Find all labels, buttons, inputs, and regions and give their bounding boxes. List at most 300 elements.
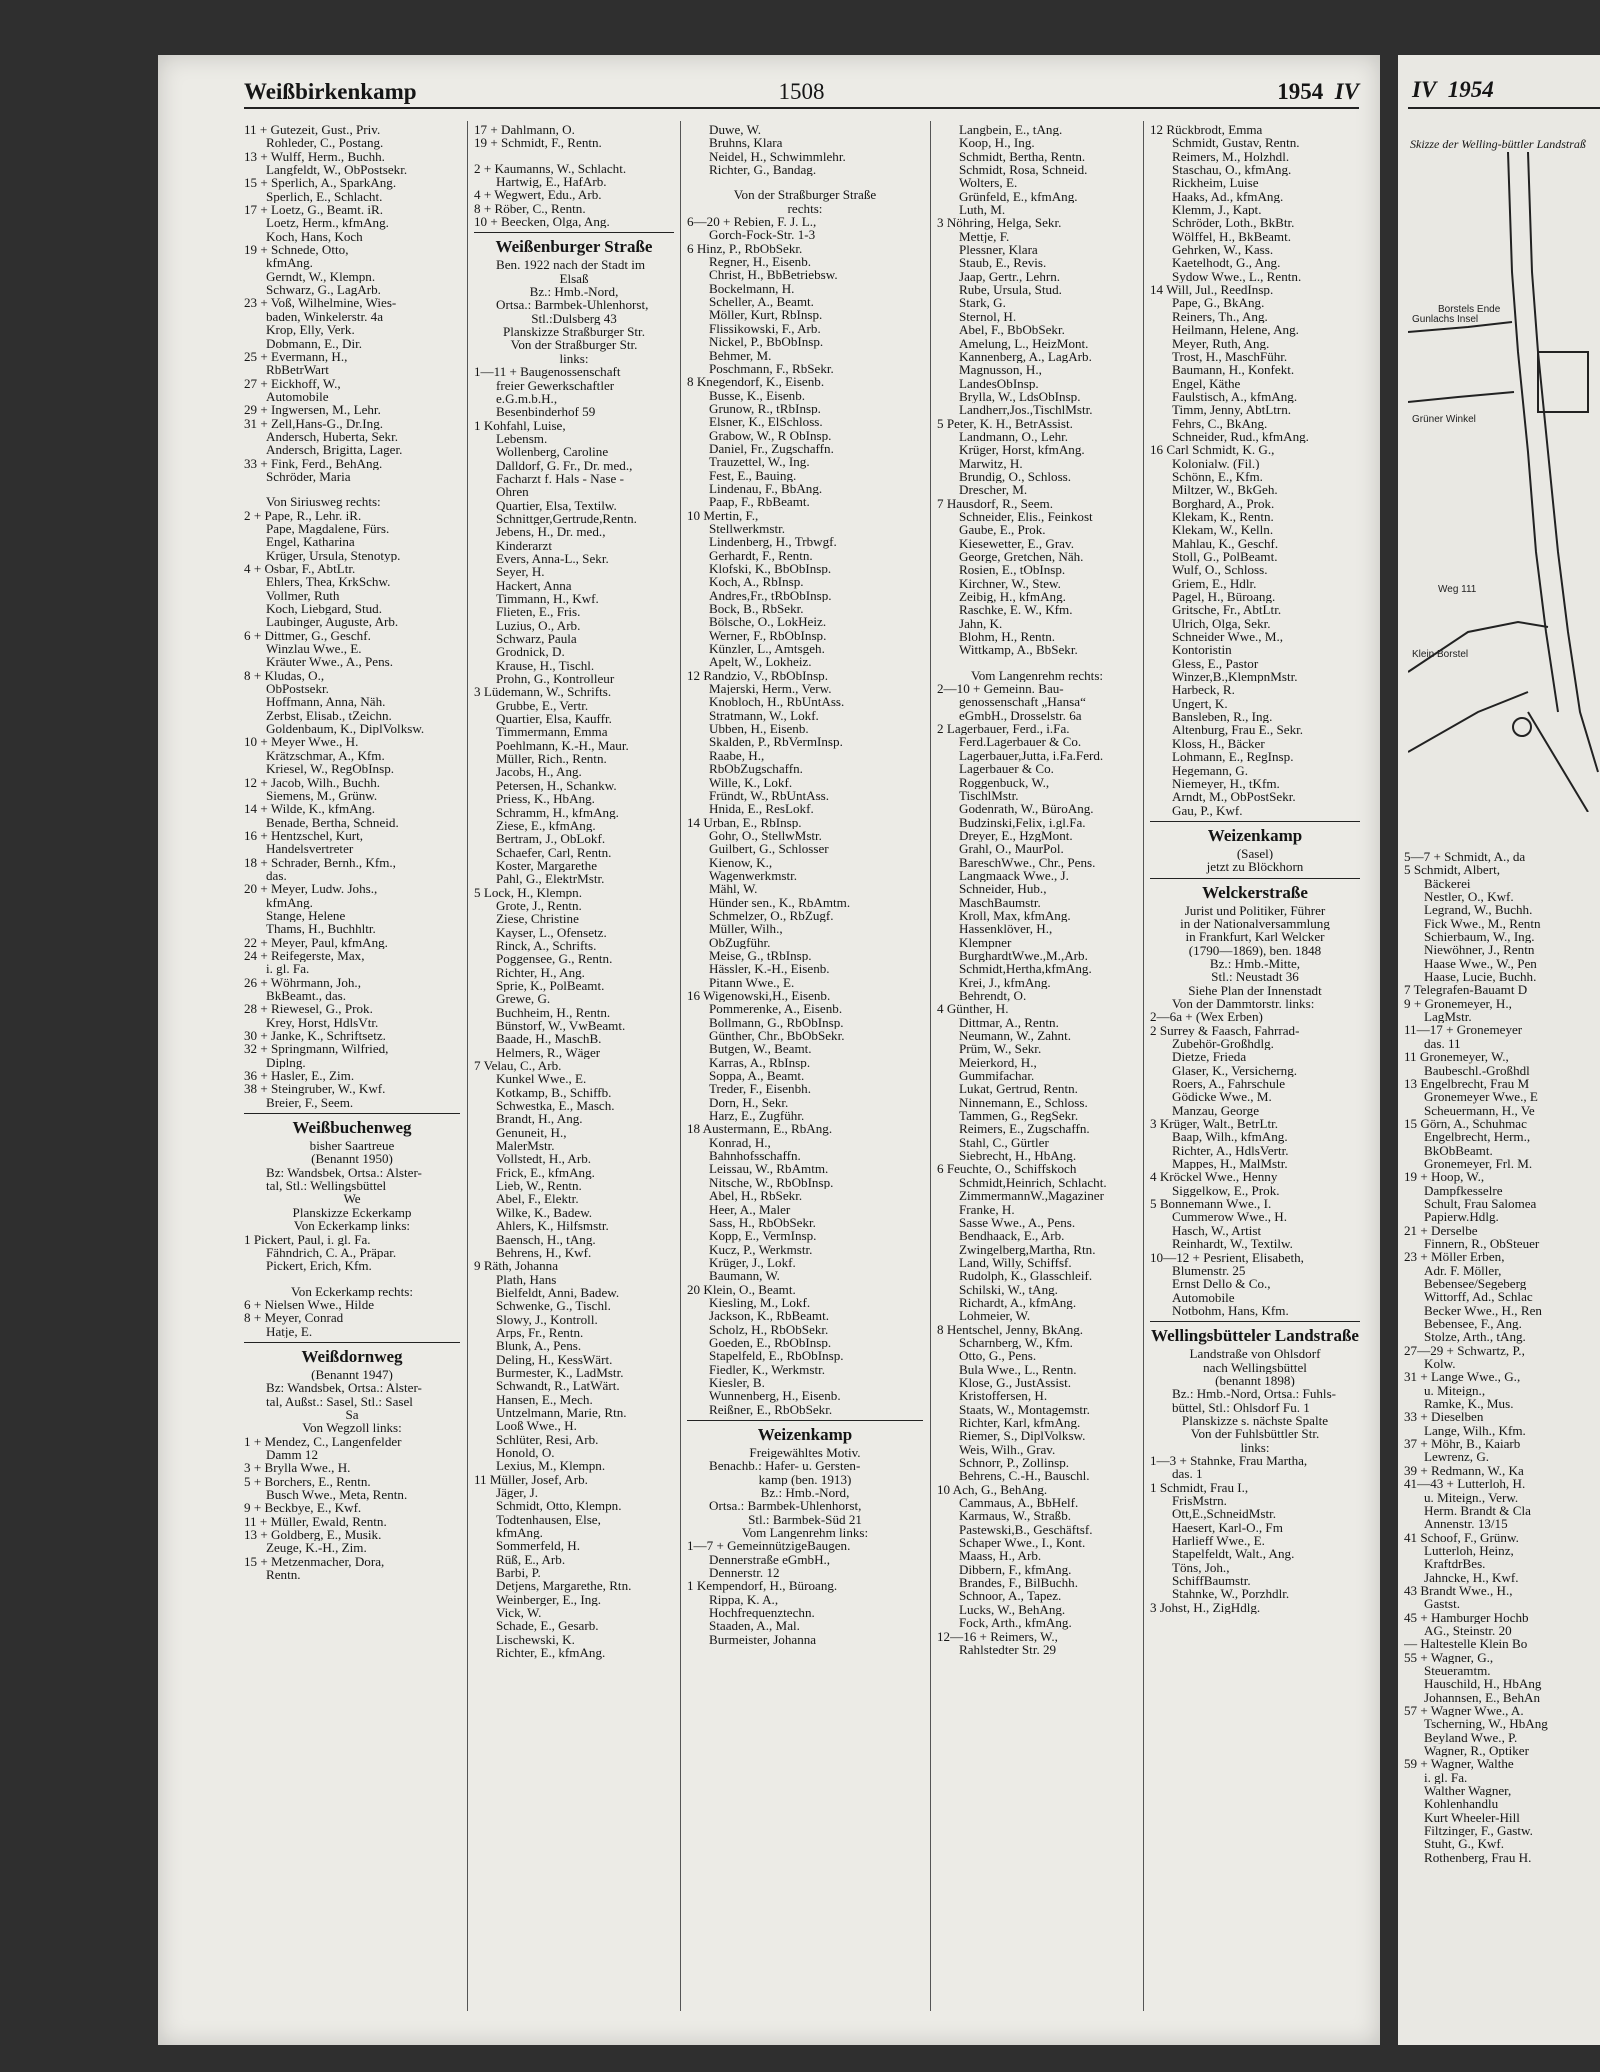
house-entry: 30 + Janke, K., Schriftsetz.	[244, 1029, 386, 1043]
resident-entry: Grubbe, E., Vertr.	[496, 698, 589, 713]
resident-entry: Sternol, H.	[959, 309, 1017, 324]
house-entry: 14 Urban, E., RbInsp.	[687, 815, 802, 829]
resident-entry: Ulrich, Olga, Sekr.	[1172, 616, 1271, 631]
house-entry: 16 + Hentzschel, Kurt,	[244, 828, 364, 843]
resident-entry: Rohleder, C., Postang.	[266, 136, 384, 150]
resident-entry: Manzau, George	[1172, 1103, 1260, 1118]
resident-entry: Hoffmann, Anna, Näh.	[266, 695, 386, 709]
directory-entry: 57 + Wagner Wwe., A.	[1404, 1704, 1524, 1718]
page-header	[244, 77, 1359, 109]
resident-entry: Baumann, H., Konfekt.	[1172, 363, 1295, 377]
resident-entry: tal, Stl.: Wellingsbüttel	[266, 1179, 387, 1193]
resident-entry: kfmAng.	[266, 895, 313, 909]
resident-entry: Kroll, Max, kfmAng.	[959, 908, 1071, 923]
resident-entry: Schwestka, E., Masch.	[496, 1099, 615, 1113]
directory-entry: BkObBeamt.	[1424, 1143, 1493, 1157]
resident-entry: Plessner, Klara	[959, 243, 1038, 257]
street-heading: Weizenkamp	[687, 1420, 923, 1446]
house-entry: 4 + Osbar, F., AbtLtr.	[244, 562, 356, 576]
resident-entry: Harlieff Wwe., E.	[1172, 1534, 1265, 1548]
resident-entry: Ninnemann, E., Schloss.	[959, 1095, 1088, 1110]
resident-entry: Breier, F., Seem.	[266, 1095, 354, 1110]
resident-entry: Butgen, W., Beamt.	[709, 1042, 812, 1056]
resident-entry: Treder, F., Eisenbh.	[709, 1082, 811, 1096]
resident-entry: Landherr,Jos.,TischlMstr.	[959, 403, 1093, 417]
directory-entry: 5 Schmidt, Albert,	[1404, 863, 1501, 877]
house-entry: 11 Müller, Josef, Arb.	[474, 1472, 588, 1487]
resident-entry: Mahlau, K., Geschf.	[1172, 536, 1279, 550]
house-entry: 8 Hentschel, Jenny, BkAng.	[937, 1322, 1084, 1336]
resident-entry: Gorch-Fock-Str. 1-3	[709, 228, 816, 242]
directory-entry: 41 Schoof, F., Grünw.	[1404, 1530, 1519, 1544]
resident-entry: freier Gewerkschaftler	[496, 378, 615, 392]
street-note: Planskizze Straßburger Str.	[503, 325, 645, 339]
street-note: (1790—1869), ben. 1848	[1188, 943, 1322, 957]
resident-entry: Abel, F., BbObSekr.	[959, 323, 1065, 337]
resident-entry: Rosien, E., tObInsp.	[959, 563, 1066, 577]
street-note: Von der Straßburger Str.	[510, 338, 638, 352]
resident-entry: baden, Winkelerstr. 4a	[266, 309, 384, 324]
column-rule	[467, 121, 468, 2011]
resident-entry: Ungert, K.	[1172, 696, 1228, 711]
resident-entry: Kinderarzt	[496, 538, 552, 552]
spacer	[687, 176, 923, 188]
resident-entry: Staub, E., Revis.	[959, 256, 1047, 270]
header-rule	[1408, 107, 1600, 109]
resident-entry: Siebrecht, H., HbAng.	[959, 1149, 1077, 1163]
resident-entry: Ortsa.: Barmbek-Uhlenhorst,	[496, 298, 649, 312]
resident-entry: Jacobs, H., Ang.	[496, 765, 582, 779]
directory-entry: u. Miteign.,	[1424, 1383, 1486, 1398]
resident-entry: Kopp, E., VermInsp.	[709, 1229, 817, 1243]
street-note: links:	[559, 351, 589, 366]
resident-entry: Prohn, G., Kontrolleur	[496, 672, 615, 686]
resident-entry: Ahlers, K., Hilfsmstr.	[496, 1219, 609, 1233]
resident-entry: MalerMstr.	[496, 1139, 555, 1153]
resident-entry: Dreyer, E., HzgMont.	[959, 828, 1073, 843]
resident-entry: Langbein, E., tAng.	[959, 123, 1063, 137]
resident-entry: Langfeldt, W., ObPostsekr.	[266, 163, 408, 177]
resident-entry: Schade, E., Gesarb.	[496, 1619, 599, 1633]
resident-entry: Dibbern, F., kfmAng.	[959, 1562, 1072, 1577]
resident-entry: Wilke, K., Badew.	[496, 1205, 593, 1220]
resident-entry: Schwarz, G., LagArb.	[266, 283, 381, 297]
resident-entry: Zwingelberg,Martha, Rtn.	[959, 1242, 1096, 1256]
resident-entry: Abel, F., Elektr.	[496, 1192, 579, 1206]
resident-entry: Von der Dammtorstr. links:	[1172, 996, 1315, 1011]
resident-entry: Dennerstr. 12	[709, 1566, 780, 1580]
resident-entry: Kunkel Wwe., E.	[496, 1072, 587, 1086]
resident-entry: Rudolph, K., Glasschleif.	[959, 1269, 1093, 1283]
map-label: Klein Borstel	[1412, 649, 1469, 660]
resident-entry: kfmAng.	[496, 1526, 543, 1540]
resident-entry: Bollmann, G., RbObInsp.	[709, 1015, 844, 1030]
resident-entry: Baumann, W.	[709, 1269, 780, 1283]
resident-entry: Quartier, Elsa, Textilw.	[496, 498, 617, 512]
resident-entry: Bz: Wandsbek, Ortsa.: Alster-	[266, 1381, 422, 1395]
resident-entry: Niemeyer, H., tKfm.	[1172, 776, 1280, 791]
resident-entry: Jebens, H., Dr. med.,	[496, 525, 606, 539]
directory-entry: Lange, Wilh., Kfm.	[1424, 1423, 1526, 1438]
directory-entry: 55 + Wagner, G.,	[1404, 1650, 1494, 1664]
resident-entry: Kirchner, W., Stew.	[959, 576, 1061, 591]
resident-entry: Heer, A., Maler	[709, 1202, 791, 1216]
resident-entry: Priess, K., HbAng.	[496, 792, 595, 806]
resident-entry: Brylla, W., LdsObInsp.	[959, 389, 1081, 404]
resident-entry: Jäger, J.	[496, 1486, 539, 1500]
house-entry: 2—10 + Gemeinn. Bau-	[937, 682, 1064, 696]
resident-entry: Goeden, E., RbObInsp.	[709, 1335, 832, 1350]
spacer	[244, 1273, 460, 1285]
resident-entry: Bz: Wandsbek, Ortsa.: Alster-	[266, 1165, 422, 1180]
resident-entry: Guilbert, G., Schlosser	[709, 842, 829, 856]
directory-column-2	[474, 123, 674, 1660]
resident-entry: Honold, O.	[496, 1446, 555, 1460]
resident-entry: Stark, G.	[959, 296, 1006, 310]
resident-entry: Frick, E., kfmAng.	[496, 1165, 595, 1180]
resident-entry: Mappes, H., MalMstr.	[1172, 1157, 1288, 1171]
house-entry: 10 Mertin, F.,	[687, 508, 759, 522]
resident-entry: Riemer, S., DiplVolksw.	[959, 1429, 1086, 1443]
street-note: in der Nationalversammlung	[1180, 916, 1330, 931]
resident-entry: Knobloch, H., RbUntAss.	[709, 695, 845, 709]
resident-entry: Mähl, W.	[709, 882, 758, 896]
resident-entry: Trauzettel, W., Ing.	[709, 455, 810, 469]
resident-entry: RbObZugschaffn.	[709, 762, 803, 776]
resident-entry: Werner, F., RbObInsp.	[709, 628, 827, 643]
house-entry: 10—12 + Pesrient, Elisabeth,	[1150, 1250, 1304, 1264]
resident-entry: Plath, Hans	[496, 1272, 557, 1286]
resident-entry: Baensch, H., tAng.	[496, 1232, 596, 1246]
resident-entry: Günther, Chr., BbObSekr.	[709, 1029, 845, 1043]
resident-entry: Künzler, L., Amtsgeh.	[709, 642, 825, 656]
resident-entry: Faulstisch, A., kfmAng.	[1172, 389, 1298, 404]
directory-entry: Stolze, Arth., tAng.	[1424, 1330, 1526, 1344]
house-entry: 26 + Wöhrmann, Joh.,	[244, 975, 361, 989]
house-entry: 5 Peter, K. H., BetrAssist.	[937, 416, 1073, 430]
street-note: (Sasel)	[1236, 846, 1274, 861]
street-note: We	[343, 1192, 361, 1206]
directory-entry: 33 + Dieselben	[1404, 1410, 1484, 1424]
resident-entry: Looß Wwe., H.	[496, 1419, 577, 1433]
resident-entry: Scharnberg, W., Kfm.	[959, 1335, 1073, 1350]
resident-entry: Untzelmann, Marie, Rtn.	[496, 1405, 627, 1420]
resident-entry: das.	[266, 868, 287, 883]
resident-entry: Seyer, H.	[496, 565, 545, 579]
directory-entry: Niewöhner, J., Rentn	[1424, 943, 1535, 957]
house-entry: 6 Hinz, P., RbObSekr.	[687, 241, 803, 256]
directory-entry: Johannsen, E., BehAn	[1424, 1690, 1541, 1704]
resident-entry: Wölffel, H., BkBeamt.	[1172, 229, 1292, 244]
resident-entry: Schmidt, Rosa, Schneid.	[959, 163, 1088, 177]
resident-entry: Krätzschmar, A., Kfm.	[266, 748, 385, 763]
resident-entry: Amelung, L., HeizMont.	[959, 336, 1089, 350]
resident-entry: Meierkord, H.,	[959, 1055, 1037, 1070]
resident-entry: Ernst Dello & Co.,	[1172, 1277, 1271, 1291]
resident-entry: Ubben, H., Eisenb.	[709, 722, 809, 736]
directory-entry: Tscherning, W., HbAng	[1424, 1717, 1548, 1731]
resident-entry: Bahnhofsschaffn.	[709, 1149, 801, 1163]
resident-entry: Grewe, G.	[496, 992, 551, 1006]
resident-entry: Elsner, K., ElSchloss.	[709, 415, 823, 429]
resident-entry: Ferd.Lagerbauer & Co.	[959, 735, 1082, 749]
resident-entry: Automobile	[266, 389, 329, 404]
resident-entry: Christ, H., BbBetriebsw.	[709, 268, 838, 282]
house-entry: 6 + Dittmer, G., Geschf.	[244, 628, 371, 643]
resident-entry: Langmaack Wwe., J.	[959, 868, 1069, 883]
resident-entry: Kräuter Wwe., A., Pens.	[266, 655, 394, 669]
resident-entry: Hassenklöver, H.,	[959, 922, 1053, 936]
resident-entry: Jaap, Gertr., Lehrn.	[959, 269, 1061, 284]
house-entry: 2 + Pape, R., Lehr. iR.	[244, 508, 362, 522]
resident-entry: Wagenwerkmstr.	[709, 868, 798, 883]
street-heading: Welckerstraße	[1150, 878, 1360, 904]
resident-entry: Sasse Wwe., A., Pens.	[959, 1215, 1076, 1230]
house-entry: 10 Ach, G., BehAng.	[937, 1482, 1048, 1497]
resident-entry: Jahn, K.	[959, 616, 1003, 631]
house-entry: 33 + Fink, Ferd., BehAng.	[244, 456, 383, 470]
resident-entry: Zeuge, K.-H., Zim.	[266, 1541, 367, 1555]
resident-entry: Gritsche, Fr., AbtLtr.	[1172, 603, 1282, 617]
directory-entry: Bebensee/Segeberg	[1424, 1277, 1527, 1291]
resident-entry: Schmidt,Heinrich, Schlacht.	[959, 1175, 1107, 1190]
resident-entry: Fiedler, K., Werkmstr.	[709, 1362, 826, 1376]
house-entry: 16 Carl Schmidt, K. G.,	[1150, 443, 1275, 457]
resident-entry: Mettje, F.	[959, 229, 1010, 244]
resident-entry: Baap, Wilh., kfmAng.	[1172, 1130, 1288, 1144]
resident-entry: Bockelmann, H.	[709, 281, 795, 296]
map-label: Grüner Winkel	[1412, 414, 1476, 425]
resident-entry: Schmidt, Gustav, Rentn.	[1172, 136, 1300, 150]
resident-entry: Schwarz, Paula	[496, 632, 577, 646]
resident-entry: Regner, H., Eisenb.	[709, 255, 812, 269]
resident-entry: genossenschaft „Hansa“	[959, 695, 1086, 709]
resident-entry: Bz.: Hmb.-Nord, Ortsa.: Fuhls-	[1172, 1387, 1337, 1401]
directory-entry: Fick Wwe., M., Rentn	[1424, 916, 1541, 931]
directory-entry: Engelbrecht, Herm.,	[1424, 1130, 1531, 1144]
resident-entry: Gummifachar.	[959, 1069, 1035, 1083]
house-entry: 1—7 + GemeinnützigeBaugen.	[687, 1539, 851, 1553]
resident-entry: Reinhardt, W., Textilw.	[1172, 1237, 1293, 1251]
resident-entry: Schnorr, P., Zollinsp.	[959, 1456, 1070, 1470]
resident-entry: BkBeamt., das.	[266, 989, 347, 1003]
resident-entry: Grote, J., Rentn.	[496, 898, 582, 913]
resident-entry: Sommerfeld, H.	[496, 1539, 581, 1553]
directory-entry: das. 11	[1424, 1036, 1461, 1051]
spacer	[244, 483, 460, 495]
house-entry: 8 Knegendorf, K., Eisenb.	[687, 375, 825, 389]
house-entry: 8 + Röber, C., Rentn.	[474, 201, 586, 216]
resident-entry: Stellwerkmstr.	[709, 521, 786, 536]
resident-entry: Nitsche, W., RbObInsp.	[709, 1175, 834, 1190]
resident-entry: Koch, A., RbInsp.	[709, 575, 804, 589]
resident-entry: Poggensee, G., Rentn.	[496, 952, 613, 966]
resident-entry: Sydow Wwe., L., Rentn.	[1172, 269, 1302, 284]
resident-entry: Automobile	[1172, 1290, 1235, 1304]
resident-entry: Staats, W., Montagemstr.	[959, 1402, 1090, 1416]
resident-entry: Apelt, W., Lokheiz.	[709, 655, 812, 669]
street-note: Von Eckerkamp links:	[293, 1219, 411, 1233]
resident-entry: Krüger, Horst, kfmAng.	[959, 443, 1085, 457]
directory-entry: Walther Wagner,	[1424, 1784, 1512, 1798]
house-entry: 31 + Zell,Hans-G., Dr.Ing.	[244, 416, 384, 430]
resident-entry: Quartier, Elsa, Kauffr.	[496, 712, 612, 726]
resident-entry: Pastewski,B., Geschäftsf.	[959, 1522, 1093, 1537]
resident-entry: Karmaus, W., Straßb.	[959, 1509, 1072, 1523]
resident-entry: Gohr, O., StellwMstr.	[709, 828, 822, 843]
resident-entry: Haaks, Ad., kfmAng.	[1172, 189, 1284, 204]
spacer	[474, 150, 674, 162]
resident-entry: Kannenberg, A., LagArb.	[959, 349, 1092, 364]
resident-entry: Blunk, A., Pens.	[496, 1339, 582, 1353]
resident-entry: Meyer, Ruth, Ang.	[1172, 336, 1270, 350]
resident-entry: Schneider Wwe., M.,	[1172, 630, 1284, 644]
resident-entry: Cummerow Wwe., H.	[1172, 1210, 1288, 1224]
resident-entry: Drescher, M.	[959, 483, 1028, 497]
resident-entry: Vollmer, Ruth	[266, 588, 340, 603]
page-number: 1508	[778, 79, 825, 104]
directory-entry: Gastst.	[1424, 1597, 1461, 1611]
resident-entry: Krüger, Ursula, Stenotyp.	[266, 548, 401, 562]
directory-entry: Dampfkesselre	[1424, 1183, 1503, 1197]
directory-entry: 7 Telegrafen-Bauamt D	[1404, 983, 1528, 997]
resident-entry: Dalldorf, G. Fr., Dr. med.,	[496, 458, 633, 472]
house-entry: 24 + Reifegerste, Max,	[244, 948, 365, 963]
resident-entry: Winzlau Wwe., E.	[266, 642, 362, 656]
directory-entry: 27—29 + Schwartz, P.,	[1404, 1343, 1525, 1358]
directory-entry: Wittorff, Ad., Schlac	[1424, 1290, 1533, 1304]
resident-entry: Schnittger,Gertrude,Rentn.	[496, 511, 637, 526]
house-entry: 17 + Loetz, G., Beamt. iR.	[244, 203, 384, 217]
house-entry: 5 Bonnemann Wwe., I.	[1150, 1197, 1272, 1211]
resident-entry: Behrens, C.-H., Bauschl.	[959, 1469, 1090, 1483]
street-note: kamp (ben. 1913)	[758, 1472, 852, 1487]
resident-entry: Krey, Horst, HdlsVtr.	[266, 1015, 379, 1030]
map-caption: Skizze der Welling-büttler Landstraß	[1410, 137, 1586, 151]
street-note: (benannt 1898)	[1215, 1373, 1295, 1388]
resident-entry: Dietze, Frieda	[1172, 1050, 1247, 1064]
street-note: Bz.: Hmb.-Nord,	[529, 285, 619, 299]
resident-entry: Reißner, E., RbObSekr.	[709, 1402, 833, 1416]
resident-entry: Bruhns, Klara	[709, 136, 783, 150]
resident-entry: Griem, E., Hdlr.	[1172, 576, 1257, 591]
street-note: nach Wellingsbüttel	[1203, 1360, 1307, 1374]
house-entry: 7 Velau, C., Arb.	[474, 1059, 562, 1073]
street-heading: Weißenburger Straße	[474, 232, 674, 258]
resident-entry: Besenbinderhof 59	[496, 405, 596, 419]
resident-entry: Fähndrich, C. A., Präpar.	[266, 1245, 397, 1260]
street-note: (Benannt 1950)	[311, 1152, 393, 1166]
resident-entry: Todtenhausen, Else,	[496, 1512, 601, 1527]
resident-entry: Bölsche, O., LokHeiz.	[709, 615, 827, 629]
directory-entry: Lutterloh, Heinz,	[1424, 1543, 1514, 1558]
house-entry: 2 + Kaumanns, W., Schlacht.	[474, 161, 627, 176]
resident-entry: Reimers, E., Zugschaffn.	[959, 1122, 1090, 1136]
resident-entry: Hochfrequenztechn.	[709, 1606, 815, 1620]
resident-entry: Klempner	[959, 935, 1012, 949]
resident-entry: Sperlich, E., Schlacht.	[266, 189, 383, 204]
resident-entry: Notbohm, Hans, Kfm.	[1172, 1303, 1289, 1318]
house-entry: 3 Nöhring, Helga, Sekr.	[937, 216, 1062, 230]
resident-entry: LandesObInsp.	[959, 376, 1039, 390]
resident-entry: Ziese, Christine	[496, 912, 579, 926]
resident-entry: Skalden, P., RbVermInsp.	[709, 735, 843, 749]
resident-entry: büttel, Stl.: Ohlsdorf Fu. 1	[1172, 1400, 1310, 1414]
resident-entry: Wulf, O., Schloss.	[1172, 563, 1268, 577]
house-entry: 18 Austermann, E., RbAng.	[687, 1122, 833, 1136]
resident-entry: Fründt, W., RbUntAss.	[709, 788, 830, 803]
resident-entry: Zeibig, H., kfmAng.	[959, 590, 1066, 604]
resident-entry: Blohm, H., Rentn.	[959, 630, 1056, 644]
resident-entry: Rüß, E., Arb.	[496, 1552, 566, 1567]
resident-entry: Schröder, Maria	[266, 469, 351, 484]
resident-entry: Andersch, Brigitta, Lager.	[266, 443, 403, 457]
resident-entry: Raabe, H.,	[709, 748, 765, 763]
resident-entry: Klose, G., JustAssist.	[959, 1375, 1072, 1390]
resident-entry: Hackert, Anna	[496, 578, 572, 592]
resident-entry: das. 1	[1172, 1467, 1203, 1481]
resident-entry: Helmers, R., Wäger	[496, 1045, 601, 1060]
resident-entry: Weinberger, E., Ing.	[496, 1592, 602, 1607]
resident-entry: Kotkamp, B., Schiffb.	[496, 1085, 612, 1100]
directory-entry: Schult, Frau Salomea	[1424, 1196, 1537, 1211]
resident-entry: Blumenstr. 25	[1172, 1263, 1246, 1278]
resident-entry: Lindenau, F., BbAng.	[709, 481, 823, 496]
directory-entry: Kolw.	[1424, 1357, 1456, 1371]
house-entry: 8 + Kludas, O.,	[244, 668, 325, 683]
resident-entry: Winzer,B.,KlempnMstr.	[1172, 670, 1298, 684]
resident-entry: Facharzt f. Hals - Nase -	[496, 471, 624, 486]
house-entry: 6 + Nielsen Wwe., Hilde	[244, 1297, 375, 1312]
resident-entry: Lexius, M., Klempn.	[496, 1459, 606, 1473]
resident-entry: Schwenke, G., Tischl.	[496, 1299, 611, 1313]
resident-entry: Hartwig, E., HafArb.	[496, 175, 607, 189]
house-entry: 12 Rückbrodt, Emma	[1150, 123, 1263, 137]
resident-entry: Schneider, Hub.,	[959, 882, 1047, 896]
resident-entry: Schwandt, R., LatWärt.	[496, 1379, 620, 1393]
resident-entry: Harbeck, R.	[1172, 683, 1235, 697]
house-entry: 15 + Metzenmacher, Dora,	[244, 1554, 385, 1569]
resident-entry: Pagel, H., Büroang.	[1172, 590, 1276, 604]
right-page	[1398, 55, 1600, 2045]
resident-entry: Fock, Arth., kfmAng.	[959, 1616, 1072, 1630]
house-entry: 3 Krüger, Walt., BetrLtr.	[1150, 1117, 1278, 1131]
resident-entry: Klekam, W., Kelln.	[1172, 523, 1274, 537]
house-entry: 7 Hausdorf, R., Seem.	[937, 496, 1054, 510]
resident-entry: Richter, A., HdlsVertr.	[1172, 1143, 1289, 1158]
directory-entry: Legrand, W., Buchh.	[1424, 903, 1533, 917]
resident-entry: Schilski, W., tAng.	[959, 1282, 1058, 1296]
resident-entry: Timmann, H., Kwf.	[496, 592, 599, 606]
directory-entry: Schierbaum, W., Ing.	[1424, 930, 1535, 944]
directory-entry: Wagner, R., Optiker	[1424, 1744, 1529, 1758]
resident-entry: Ben. 1922 nach der Stadt im	[496, 258, 646, 272]
resident-entry: TischlMstr.	[959, 788, 1019, 803]
street-header: Weißbirkenkamp	[244, 79, 417, 104]
directory-entry: Finnern, R., ObSteuer	[1424, 1236, 1540, 1251]
house-entry: 11 + Müller, Ewald, Rentn.	[244, 1514, 387, 1529]
resident-entry: Borghard, A., Prok.	[1172, 496, 1275, 510]
resident-entry: Weis, Wilh., Grav.	[959, 1442, 1056, 1457]
street-note: Stl.: Barmbek-Süd 21	[748, 1512, 862, 1527]
directory-entry: 45 + Hamburger Hochb	[1404, 1610, 1529, 1624]
resident-entry: Gau, P., Kwf.	[1172, 803, 1243, 817]
directory-column-3	[687, 123, 923, 1646]
street-heading: Wellingsbütteler Landstraße	[1150, 1321, 1360, 1347]
resident-entry: Dorn, H., Sekr.	[709, 1095, 789, 1110]
directory-entry: KraftdrBes.	[1424, 1557, 1486, 1571]
directory-entry: 39 + Redmann, W., Ka	[1404, 1463, 1524, 1478]
